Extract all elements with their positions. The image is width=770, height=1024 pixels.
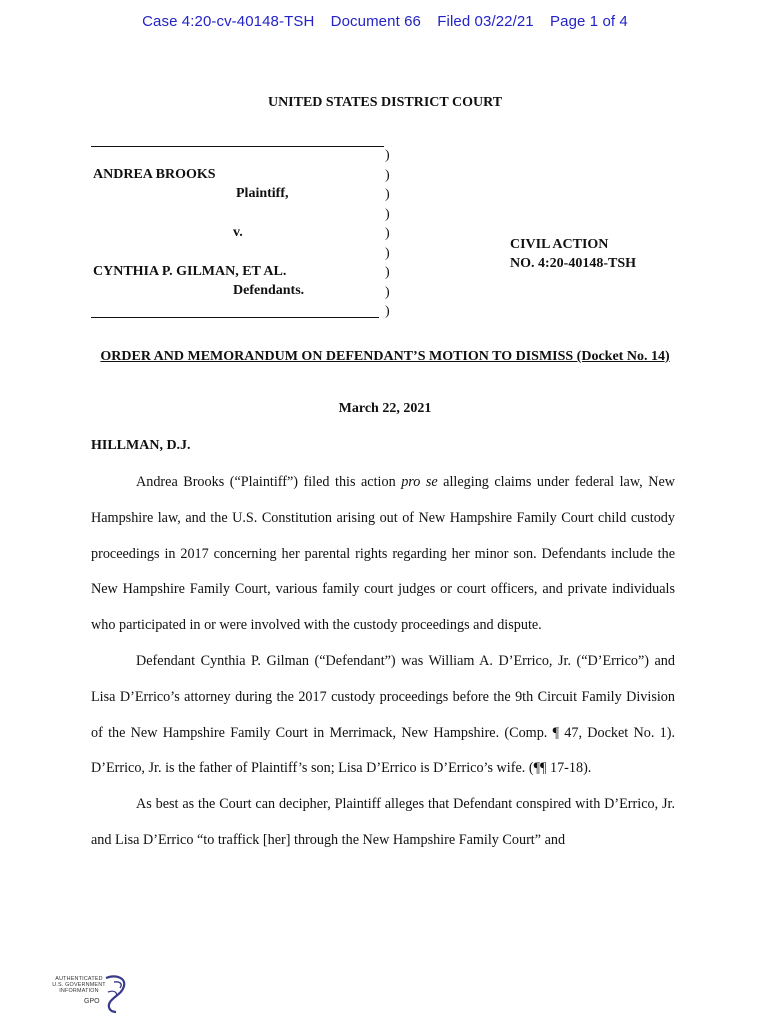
case-number: Case 4:20-cv-40148-TSH [142, 13, 315, 30]
document-number: Document 66 [330, 13, 421, 30]
paragraph-3: As best as the Court can decipher, Plaintiff alleges that Defendant conspired with D’Errico, Jr. and Lisa D’Errico “to traffick [her] through the New Hampshire Family Court” and [91, 796, 675, 848]
caption-top-rule [91, 146, 384, 147]
page-indicator: Page 1 of 4 [550, 13, 628, 30]
eagle-icon [44, 972, 134, 1014]
italic-pro-se: pro se [401, 474, 438, 490]
plaintiff-role: Plaintiff, [236, 186, 289, 201]
defendant-role: Defendants. [233, 283, 305, 298]
order-title: ORDER AND MEMORANDUM ON DEFENDANT’S MOTION TO DISMISS (Docket No. 14) [100, 349, 670, 364]
court-name: UNITED STATES DISTRICT COURT [267, 95, 503, 110]
gpo-authenticated-logo [44, 972, 134, 1014]
case-number-label: NO. 4:20-40148-TSH [510, 256, 636, 271]
order-date: March 22, 2021 [338, 401, 432, 416]
logo-text: AUTHENTICATED U.S. GOVERNMENT INFORMATION [52, 976, 106, 994]
caption-parentheses: ) ) ) ) ) ) ) ) ) [385, 148, 390, 319]
civil-action-label: CIVIL ACTION [510, 237, 609, 252]
logo-gpo: GPO [84, 998, 100, 1005]
defendant-name: CYNTHIA P. GILMAN, ET AL. [93, 264, 287, 279]
paragraph-1: Andrea Brooks (“Plaintiff”) filed this action pro se alleging claims under federal law, New Hampshire law, and the U.S. Constitution arising out of New Hampshire Family Court child custody proceedings in 2017 concerning her parental rights regarding her minor son. Defendants include the New Hampshire Family Court, various family court judges or court officers, and private individuals who participated in or were involved with the custody proceedings and dispute. [91, 474, 675, 634]
versus: v. [233, 225, 243, 240]
paragraph-2: Defendant Cynthia P. Gilman (“Defendant”) was William A. D’Errico, Jr. (“D’Errico”) and Lisa D’Errico’s attorney during the 2017 custody proceedings before the 9th Circuit Family Division of the New Hampshire Family Court in Merrimack, New Hampshire. (Comp. ¶ 47, Docket No. 1). D’Errico, Jr. is the father of Plaintiff’s son; Lisa D’Errico is D’Errico’s wife. (¶¶ 17-18). [91, 652, 675, 777]
case-header [0, 13, 770, 30]
judge-name: HILLMAN, D.J. [91, 438, 191, 453]
filed-date: Filed 03/22/21 [437, 13, 534, 30]
plaintiff-name: ANDREA BROOKS [93, 167, 216, 182]
body-text [91, 465, 675, 859]
caption-bottom-rule [91, 317, 379, 318]
